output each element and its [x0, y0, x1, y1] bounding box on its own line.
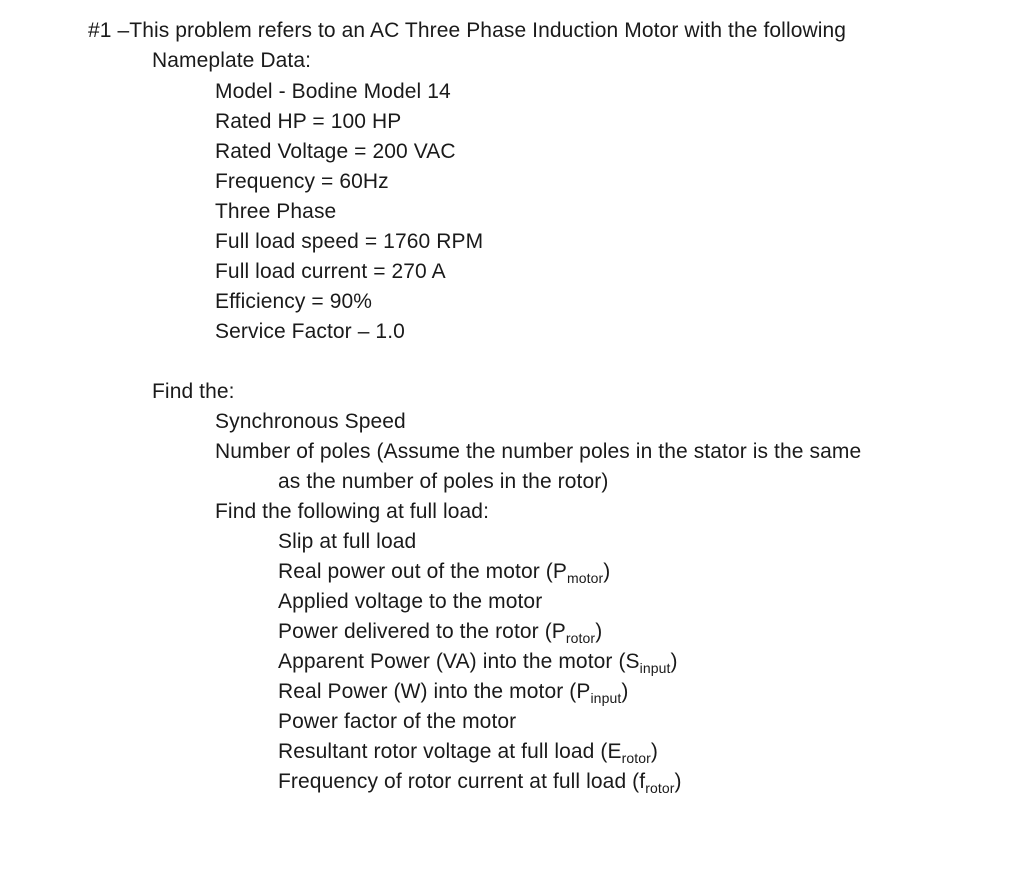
nameplate-label: Nameplate Data:	[152, 49, 312, 72]
find-item: Number of poles (Assume the number poles in the stator is the same	[215, 440, 862, 463]
nameplate-item: Full load speed = 1760 RPM	[215, 230, 484, 253]
nameplate-item: Frequency = 60Hz	[215, 170, 389, 193]
nameplate-item: Model - Bodine Model 14	[215, 80, 451, 103]
find-item: Synchronous Speed	[215, 410, 406, 433]
nameplate-item: Rated Voltage = 200 VAC	[215, 140, 456, 163]
full-load-item: Apparent Power (VA) into the motor $(S_{input})$	[278, 650, 678, 676]
full-load-item: Real Power (W) into the motor $(P_{input})$	[278, 680, 629, 706]
full-load-item: Frequency of rotor current at full load $(f_{rotor})$	[278, 770, 682, 796]
full-load-item: Applied voltage to the motor	[278, 590, 543, 613]
nameplate-item: Rated HP = 100 HP	[215, 110, 402, 133]
full-load-item: Real power out of the motor $(P_{motor})$	[278, 560, 611, 586]
problem-heading: #1 –This problem refers to an AC Three Phase Induction Motor with the following	[88, 19, 847, 42]
full-load-item: Power delivered to the rotor $(P_{rotor})$	[278, 620, 603, 646]
nameplate-item: Full load current = 270 A	[215, 260, 446, 283]
nameplate-item: Efficiency = 90%	[215, 290, 373, 313]
full-load-item: Slip at full load	[278, 530, 417, 553]
find-full-load-label: Find the following at full load:	[215, 500, 490, 523]
nameplate-item: Three Phase	[215, 200, 337, 223]
full-load-item: Resultant rotor voltage at full load $(E_{rotor})$	[278, 740, 658, 766]
nameplate-item: Service Factor – 1.0	[215, 320, 405, 343]
full-load-item: Power factor of the motor	[278, 710, 517, 733]
find-item-continuation: as the number of poles in the rotor)	[278, 470, 609, 493]
find-label: Find the:	[152, 380, 235, 403]
